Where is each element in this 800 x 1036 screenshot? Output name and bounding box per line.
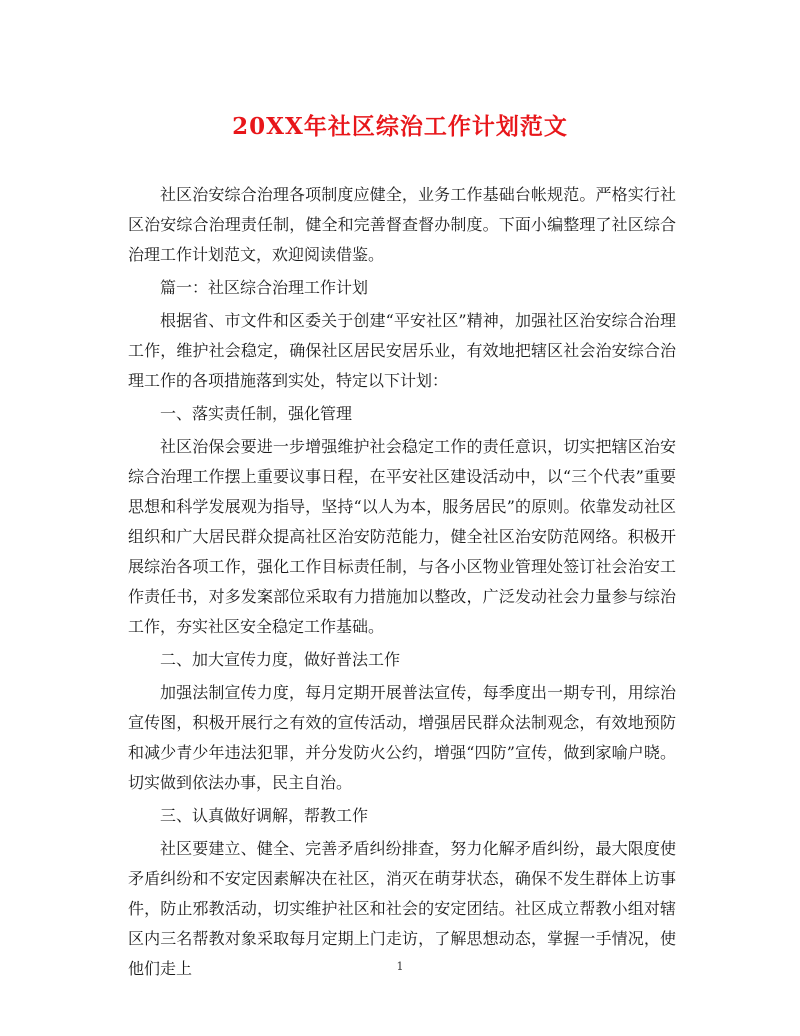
body-paragraph: 社区治保会要进一步增强维护社会稳定工作的责任意识，切实把辖区治安综合治理工作摆上重要议事日程，在平安社区建设活动中，以“三个代表”重要思想和科学发展观为指导，坚持“以人为本，服务居民”的原则。依靠发动社区组织和广大居民群众提高社区治安防范能力，健全社区治安防范网络。积极开展综治各项工作，强化工作目标责任制，与各小区物业管理处签订社会治安工作责任书，对多发案部位采取有力措施加以整改，广泛发动社会力量参与综治工作，夯实社区安全稳定工作基础。	[128, 437, 676, 636]
body-paragraph: 加强法制宣传力度，每月定期开展普法宣传，每季度出一期专刊，用综治宣传图，积极开展行之有效的宣传活动，增强居民群众法制观念，有效地预防和减少青少年违法犯罪，并分发防火公约，增强“四防”宣传，做到家喻户晓。切实做到依法办事，民主自治。	[128, 683, 676, 792]
section-heading-3: 三、认真做好调解，帮教工作	[160, 806, 369, 825]
document-title: 20XX年社区综治工作计划范文	[232, 113, 568, 140]
section-heading-2: 二、加大宣传力度，做好普法工作	[160, 650, 401, 669]
section-heading-part-one: 篇一：社区综合治理工作计划	[160, 278, 369, 297]
body-paragraph: 根据省、市文件和区委关于创建“平安社区”精神，加强社区治安综合治理工作，维护社会稳定，确保社区居民安居乐业，有效地把辖区社会治安综合治理工作的各项措施落到实处，特定以下计划：	[128, 311, 676, 390]
page-number: 1	[396, 960, 404, 973]
section-heading-1: 一、落实责任制，强化管理	[160, 404, 353, 423]
document-body	[128, 180, 676, 987]
intro-paragraph: 社区治安综合治理各项制度应健全，业务工作基础台帐规范。严格实行社区治安综合治理责任制，健全和完善督查督办制度。下面小编整理了社区综合治理工作计划范文，欢迎阅读借鉴。	[128, 185, 676, 264]
body-paragraph: 社区要建立、健全、完善矛盾纠纷排查，努力化解矛盾纠纷，最大限度使矛盾纠纷和不安定因素解决在社区，消灭在萌芽状态，确保不发生群体上访事件，防止邪教活动，切实维护社区和社会的安定团结。社区成立帮教小组对辖区内三名帮教对象采取每月定期上门走访，了解思想动态，掌握一手情况，使他们走上	[128, 839, 676, 978]
